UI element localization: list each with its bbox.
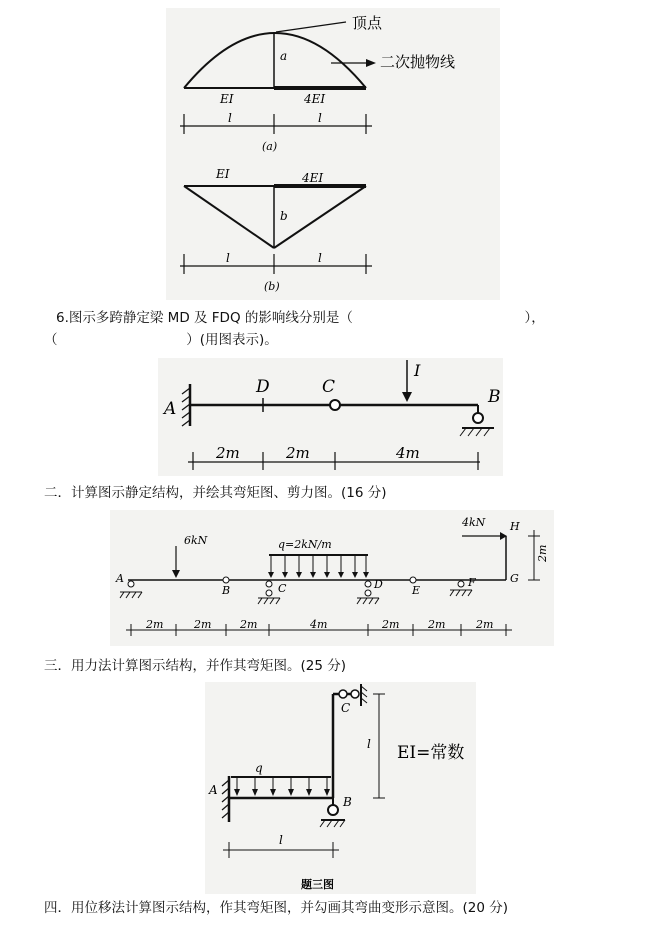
ei-left-a: EI bbox=[220, 92, 234, 106]
hinge-c-icon bbox=[330, 400, 340, 410]
dim-4m: 4m bbox=[396, 444, 420, 462]
dim-l-horizontal: l bbox=[279, 833, 283, 847]
dim-4m: 4m bbox=[310, 618, 328, 631]
q2-text: 二．计算图示静定结构，并绘其弯矩图、剪力图。(16 分) bbox=[44, 485, 387, 501]
arrow-icon bbox=[366, 59, 376, 67]
dim-2m: 2m bbox=[428, 618, 446, 631]
dim-2m: 2m bbox=[286, 444, 310, 462]
caption-a: (a) bbox=[262, 140, 278, 153]
hinge-b-icon bbox=[223, 577, 229, 583]
dim-2m: 2m bbox=[476, 618, 494, 631]
dim-l: l bbox=[228, 111, 232, 125]
q4-text: 四．用位移法计算图示结构，作其弯矩图，并勾画其弯曲变形示意图。(20 分) bbox=[44, 900, 509, 916]
ei-right-b: 4EI bbox=[302, 171, 324, 185]
vertex-label: 顶点 bbox=[352, 14, 383, 32]
label-D: D bbox=[256, 377, 270, 397]
arrow-down-icon bbox=[402, 392, 412, 402]
label-I: I bbox=[414, 361, 421, 380]
roller-c-icon bbox=[351, 690, 359, 698]
label-C: C bbox=[341, 701, 351, 715]
figure-q2-svg bbox=[110, 510, 554, 646]
figure-q2 bbox=[110, 510, 554, 646]
label-B: B bbox=[222, 584, 231, 597]
dim-l: l bbox=[226, 251, 230, 265]
q6-line2: （ ）(用图表示)。 bbox=[44, 332, 278, 348]
ei-right-a: 4EI bbox=[304, 92, 326, 106]
distributed-load-top bbox=[231, 776, 331, 778]
label-C: C bbox=[278, 582, 287, 595]
dim-2m: 2m bbox=[240, 618, 258, 631]
roller-icon bbox=[473, 413, 483, 423]
dim-2m-vertical: 2m bbox=[536, 544, 549, 562]
label-q: q bbox=[255, 761, 263, 775]
label-G: G bbox=[510, 572, 519, 585]
parabola-curve bbox=[184, 33, 366, 88]
support-c-icon bbox=[258, 581, 280, 604]
parabola-label: 二次抛物线 bbox=[380, 53, 456, 71]
load-4kn-label: 4kN bbox=[462, 516, 486, 529]
figure-ab bbox=[166, 8, 500, 300]
q6-line1: 6.图示多跨静定梁 MD 及 FDQ 的影响线分别是（ ）， bbox=[56, 310, 545, 326]
ei-constant-label: EI=常数 bbox=[397, 743, 465, 763]
label-B: B bbox=[488, 387, 501, 407]
distributed-load-top bbox=[269, 554, 368, 556]
label-D: D bbox=[374, 578, 383, 591]
dim-2m: 2m bbox=[382, 618, 400, 631]
dim-2m: 2m bbox=[216, 444, 240, 462]
hinge-e-icon bbox=[410, 577, 416, 583]
dim-l: l bbox=[318, 111, 322, 125]
label-B: B bbox=[343, 795, 352, 809]
label-A: A bbox=[209, 783, 218, 797]
roller-b-icon bbox=[328, 805, 338, 815]
hinge-c-icon bbox=[339, 690, 347, 698]
label-C: C bbox=[322, 377, 336, 397]
label-A: A bbox=[164, 399, 177, 419]
label-F: F bbox=[468, 576, 476, 589]
load-q-label: q=2kN/m bbox=[278, 538, 332, 551]
load-6kn-label: 6kN bbox=[184, 534, 208, 547]
distributed-load-arrows bbox=[237, 778, 327, 794]
label-H: H bbox=[510, 520, 520, 533]
arrow-down-icon bbox=[172, 570, 180, 578]
label-A: A bbox=[116, 572, 124, 585]
figure-q6 bbox=[158, 358, 503, 476]
q3-text: 三．用力法计算图示结构，并作其弯矩图。(25 分) bbox=[44, 658, 347, 674]
dim-l-vertical: l bbox=[367, 737, 371, 751]
figure-q6-svg bbox=[158, 358, 503, 476]
figure-q3-svg bbox=[205, 682, 476, 894]
caption-b: (b) bbox=[264, 280, 280, 293]
a-label: a bbox=[280, 49, 288, 63]
figure-q3 bbox=[205, 682, 476, 894]
figure-caption: 题三图 bbox=[301, 878, 334, 891]
ei-left-b: EI bbox=[216, 167, 230, 181]
b-label: b bbox=[280, 209, 288, 223]
vertex-pointer bbox=[276, 22, 346, 32]
dim-l: l bbox=[318, 251, 322, 265]
figure-ab-svg bbox=[166, 8, 500, 300]
label-E: E bbox=[412, 584, 421, 597]
dim-2m: 2m bbox=[194, 618, 212, 631]
dim-2m: 2m bbox=[146, 618, 164, 631]
triangle-left bbox=[184, 186, 274, 248]
triangle-right bbox=[274, 186, 366, 248]
